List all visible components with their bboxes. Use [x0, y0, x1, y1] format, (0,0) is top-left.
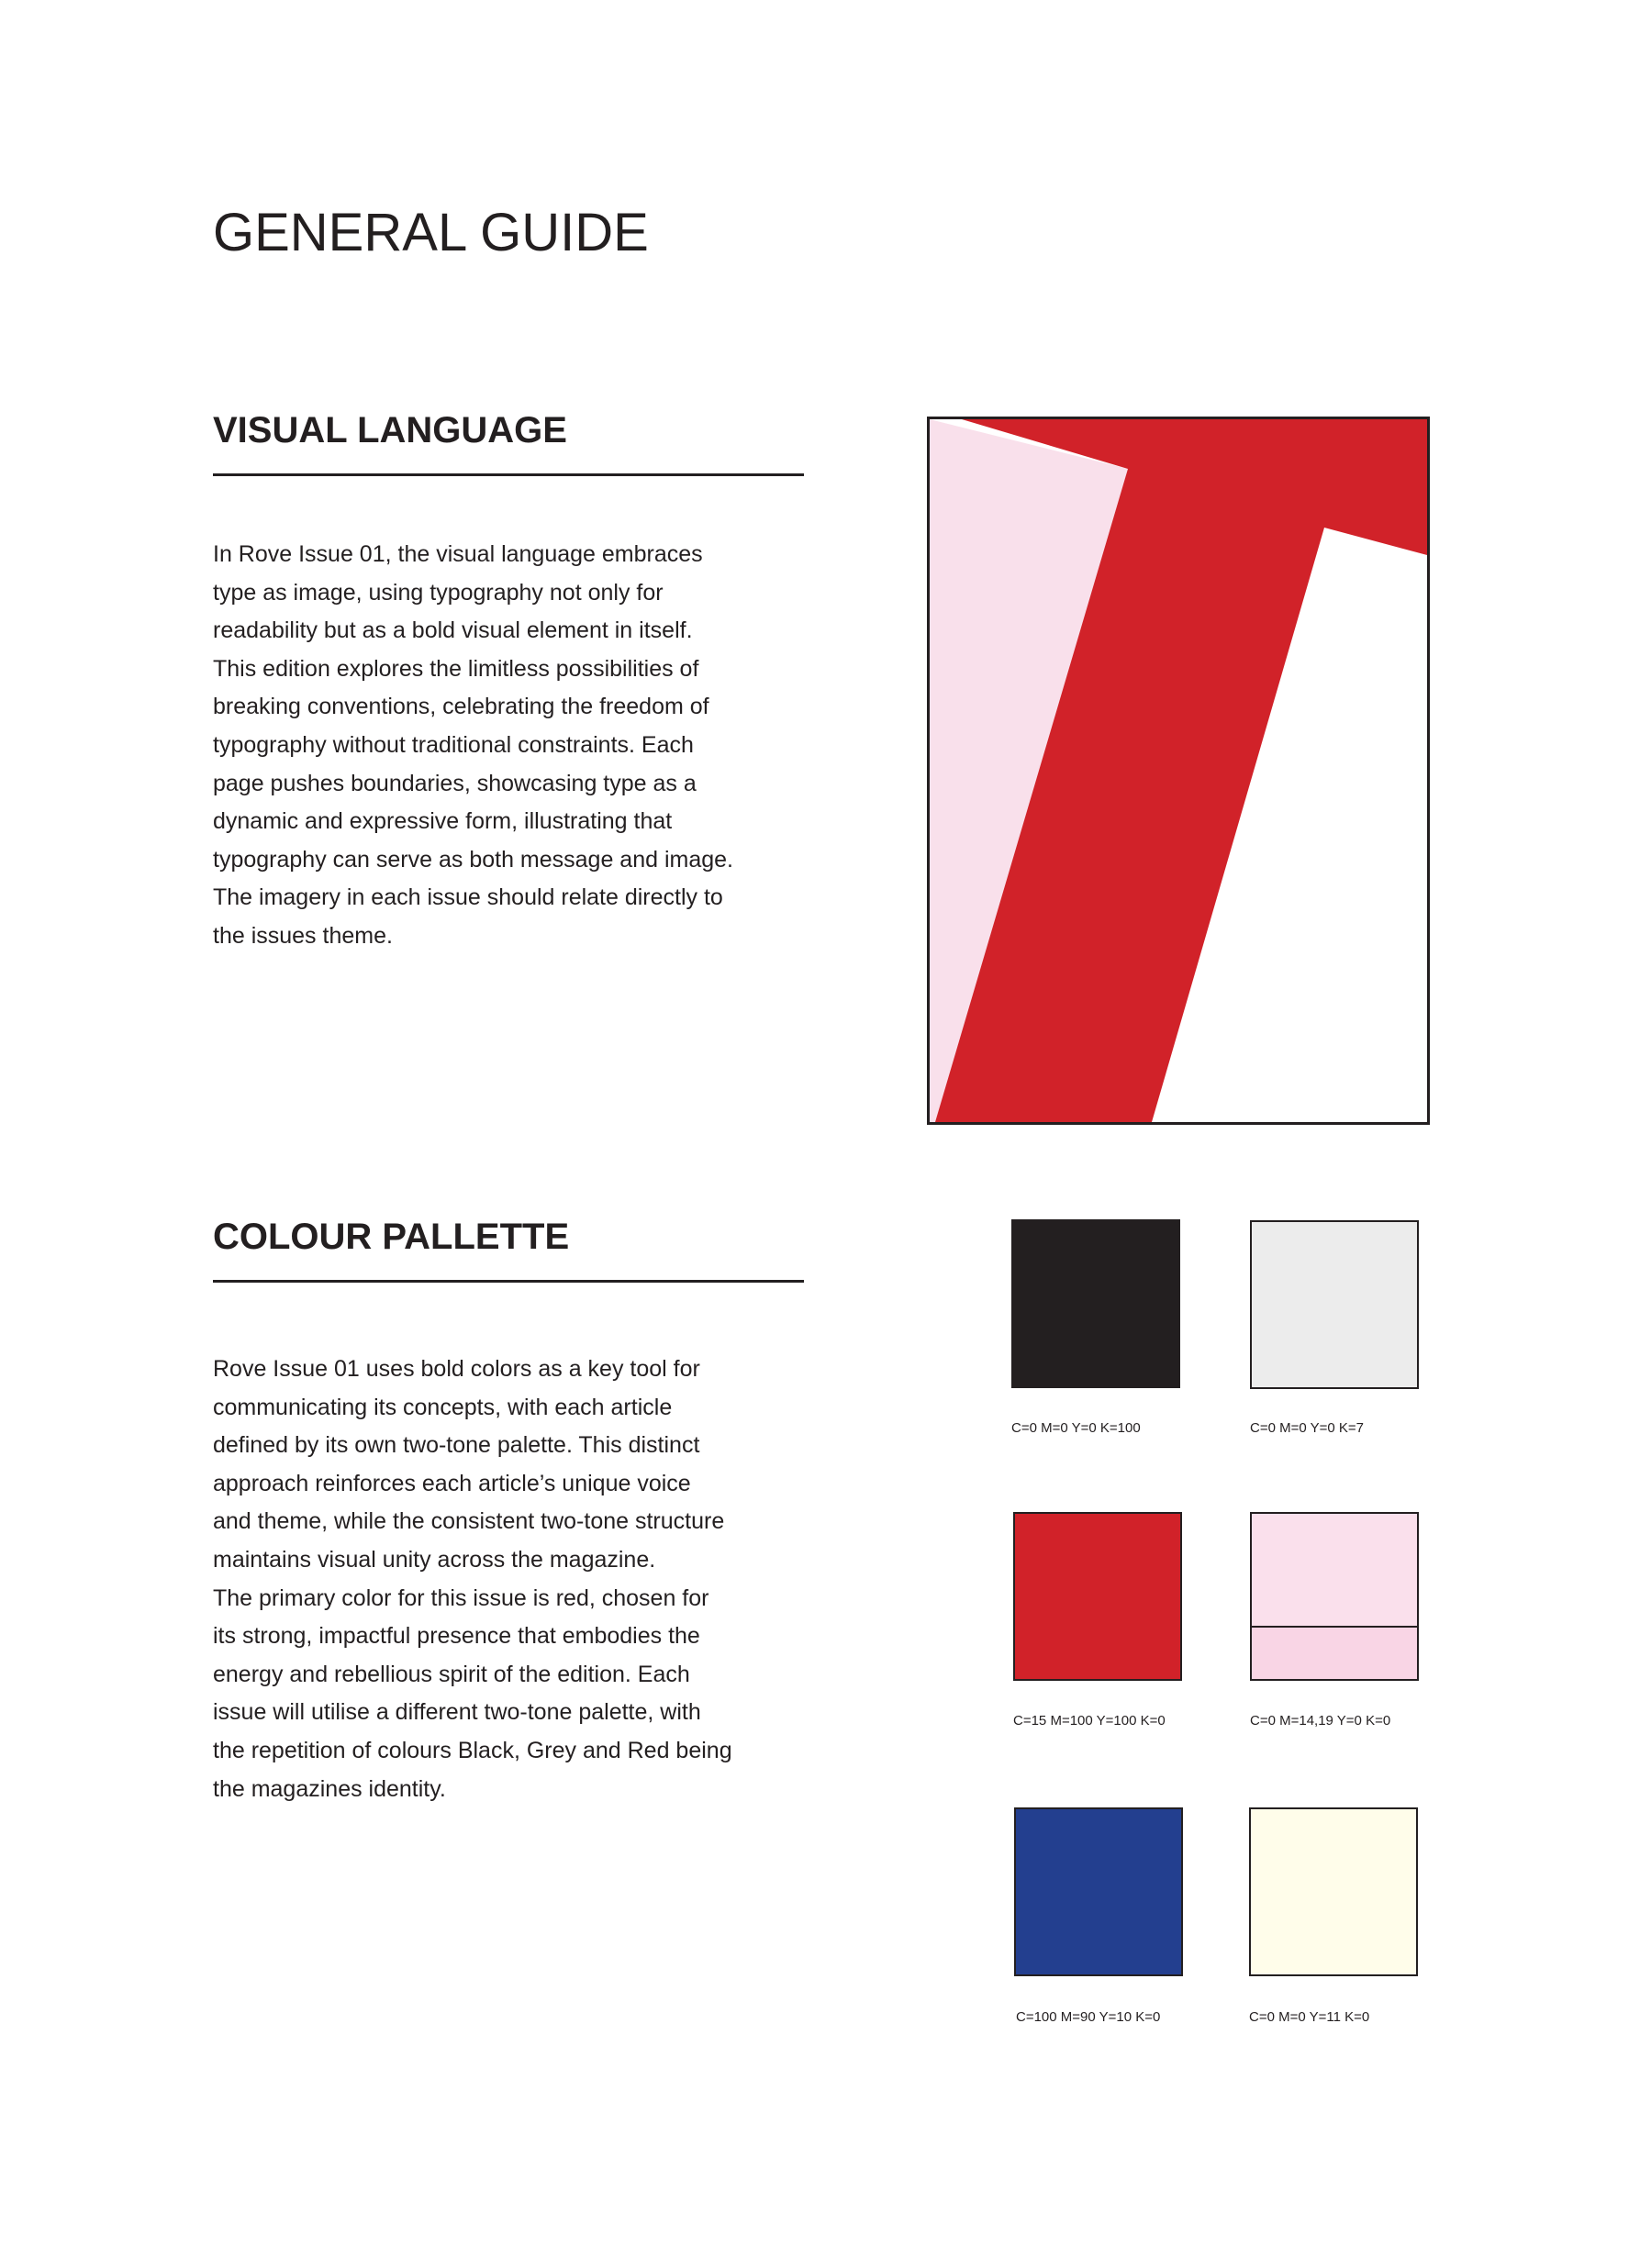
swatch-cream-code: C=0 M=0 Y=11 K=0: [1249, 2009, 1370, 2025]
colour-pallette-line: approach reinforces each article’s unique voice: [213, 1470, 691, 1496]
letter-t-artwork: [930, 419, 1427, 1122]
visual-language-line: In Rove Issue 01, the visual language embraces: [213, 541, 703, 567]
colour-pallette-line: the repetition of colours Black, Grey and Red being: [213, 1737, 732, 1763]
visual-language-line: readability but as a bold visual element in itself.: [213, 617, 693, 644]
colour-pallette-line: defined by its own two-tone palette. This distinct: [213, 1432, 700, 1459]
colour-pallette-paragraph: [213, 1351, 800, 1808]
colour-pallette-line: maintains visual unity across the magazine.: [213, 1546, 656, 1573]
visual-language-heading: VISUAL LANGUAGE: [213, 410, 567, 450]
visual-language-paragraph: [213, 536, 800, 956]
colour-pallette-line: the magazines identity.: [213, 1775, 446, 1802]
visual-language-line: page pushes boundaries, showcasing type as a: [213, 770, 697, 796]
colour-pallette-line: and theme, while the consistent two-tone structure: [213, 1508, 725, 1535]
colour-pallette-line: Rove Issue 01 uses bold colors as a key tool for: [213, 1356, 700, 1382]
visual-language-line: typography can serve as both message and image.: [213, 846, 734, 873]
colour-pallette-heading: COLOUR PALLETTE: [213, 1217, 570, 1257]
swatch-grey: [1250, 1220, 1419, 1389]
visual-language-line: breaking conventions, celebrating the freedom of: [213, 694, 709, 720]
visual-language-line: The imagery in each issue should relate directly to: [213, 884, 723, 911]
swatch-blue: [1014, 1807, 1183, 1976]
visual-language-line: the issues theme.: [213, 922, 393, 949]
visual-language-line: This edition explores the limitless possibilities of: [213, 655, 699, 682]
colour-pallette-line: communicating its concepts, with each article: [213, 1394, 673, 1420]
visual-language-line: type as image, using typography not only for: [213, 579, 664, 606]
swatch-pink-band: [1252, 1626, 1417, 1679]
colour-pallette-line: issue will utilise a different two-tone palette, with: [213, 1699, 701, 1726]
colour-pallette-line: its strong, impactful presence that embodies the: [213, 1623, 700, 1650]
visual-language-divider: [213, 473, 804, 476]
swatch-black-code: C=0 M=0 Y=0 K=100: [1011, 1420, 1141, 1436]
colour-pallette-line: energy and rebellious spirit of the edition. Each: [213, 1661, 690, 1687]
visual-language-artwork: [927, 417, 1430, 1125]
swatch-black: [1011, 1219, 1180, 1388]
swatch-red-code: C=15 M=100 Y=100 K=0: [1013, 1713, 1166, 1729]
page-title: GENERAL GUIDE: [213, 203, 649, 262]
colour-pallette-line: The primary color for this issue is red, chosen for: [213, 1584, 709, 1611]
swatch-pink: [1250, 1512, 1419, 1681]
colour-pallette-divider: [213, 1280, 804, 1283]
swatch-grey-code: C=0 M=0 Y=0 K=7: [1250, 1420, 1364, 1436]
swatch-pink-code: C=0 M=14,19 Y=0 K=0: [1250, 1713, 1391, 1729]
swatch-blue-code: C=100 M=90 Y=10 K=0: [1016, 2009, 1161, 2025]
swatch-cream: [1249, 1807, 1418, 1976]
swatch-red: [1013, 1512, 1182, 1681]
visual-language-line: typography without traditional constraints. Each: [213, 731, 694, 758]
visual-language-line: dynamic and expressive form, illustrating that: [213, 808, 673, 835]
